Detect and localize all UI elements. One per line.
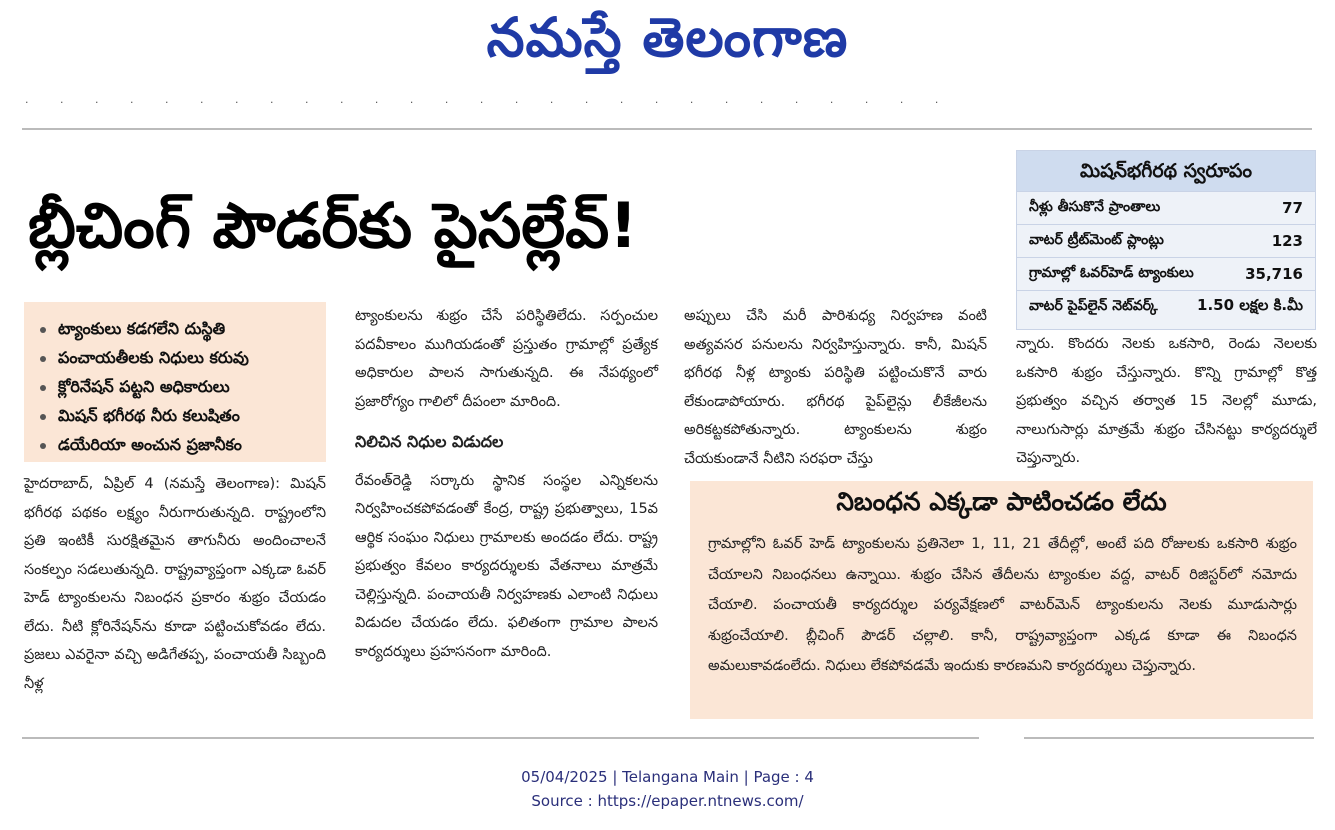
callout-title: నిబంధన ఎక్కడా పాటించడం లేదు — [836, 487, 1167, 516]
footer-divider — [1024, 737, 1314, 739]
article-column-1 — [24, 470, 326, 698]
article-paragraph: హైదరాబాద్, ఏప్రిల్ 4 (నమస్తే తెలంగాణ): మిషన్ భగీరథ పథకం లక్ష్యం నీరుగారుతున్నది. రాష్ట్రంలోని ప్రతి ఇంటికీ సురక్షితమైన తాగునీరు అందించాలనే సంకల్పం సడలుతున్నది. రాష్ట్రవ్యాప్తంగా ఎక్కడా ఓవర్ హెడ్ ట్యాంకులను నిబంధన ప్రకారం శుభ్రం చేయడం లేదు. నీటి క్లోరినేషన్‌ను కూడా పట్టించుకోవడం లేదు. ప్రజలు ఎవరైనా వచ్చి అడిగేతప్ప, పంచాయతీ సిబ్బంది నీళ్ల — [24, 476, 326, 692]
info-value: 123 — [1271, 232, 1303, 250]
footer-divider — [22, 737, 979, 739]
info-label: వాటర్ పైప్‌లైన్ నెట్‌వర్క్ — [1029, 297, 1158, 314]
highlight-item: మిషన్ భగీరథ నీరు కలుషితం — [24, 401, 326, 430]
info-box — [1016, 150, 1316, 330]
bullet-icon — [40, 385, 46, 391]
highlight-item: పంచాయతీలకు నిధులు కరువు — [24, 343, 326, 372]
article-column-3 — [684, 302, 987, 473]
article-column-4 — [1016, 330, 1317, 473]
subheading: నిలిచిన నిధుల విడుదల — [355, 432, 504, 451]
callout-body: గ్రామాల్లోని ఓవర్ హెడ్ ట్యాంకులను ప్రతినెలా 1, 11, 21 తేదీల్లో, అంటే పది రోజులకు ఒకసారి శుభ్రం చేయాలని నిబంధనలు ఉన్నాయి. శుభ్రం చేసిన తేదీలను ట్యాంకుల వద్ద, వాటర్ రిజిస్టర్‌లో నమోదు చేయాలి. పంచాయతీ కార్యదర్శుల పర్యవేక్షణలో వాటర్‌మెన్ ట్యాంకులను నెలకు మూడుసార్లు శుభ్రంచేయాలి. బ్లీచింగ్ పౌడర్ చల్లాలి. కానీ, రాష్ట్రవ్యాప్తంగా ఎక్కడ కూడా ఈ నిబంధన అమలుకావడంలేదు. నిధులు లేకపోవడమే ఇందుకు కారణమని కార్యదర్శులు చెప్తున్నారు. — [708, 536, 1297, 674]
header-divider — [22, 128, 1312, 130]
article-paragraph: ట్యాంకులను శుభ్రం చేసే పరిస్థితిలేదు. సర్పంచుల పదవీకాలం ముగియడంతో ప్రస్తుతం గ్రామాల్లో ప్రత్యేక అధికారుల పాలన సాగుతున్నది. ఈ నేపథ్యంలో ప్రజారోగ్యం గాలిలో దీపంలా మారింది. — [355, 308, 658, 410]
footer-source-line: Source : https://epaper.ntnews.com/ — [531, 792, 804, 810]
info-label: గ్రామాల్లో ఓవర్‌హెడ్ ట్యాంకులు — [1029, 264, 1194, 281]
info-row — [1017, 257, 1315, 290]
headline: బ్లీచింగ్ పౌడర్‌కు పైసల్లేవ్! — [28, 189, 638, 262]
newspaper-logo: నమస్తే తెలంగాణ — [486, 6, 849, 69]
callout-box — [690, 481, 1313, 719]
bullet-icon — [40, 443, 46, 449]
bullet-icon — [40, 356, 46, 362]
article-paragraph: రేవంత్‌రెడ్డి సర్కారు స్థానిక సంస్థల ఎన్నికలను నిర్వహించకపోవడంతో కేంద్ర, రాష్ట్ర ప్రభుత్వాలు, 15వ ఆర్థిక సంఘం నిధులు గ్రామాలకు అందడం లేదు. రాష్ట్ర ప్రభుత్వం కేవలం కార్యదర్శులకు వేతనాలు మాత్రమే చెల్లిస్తున్నది. పంచాయతీ నిర్వహణకు ఎలాంటి నిధులు విడుదల చేయడం లేదు. ఫలితంగా గ్రామాల పాలన కార్యదర్శులు ప్రహసనంగా మారింది. — [355, 472, 658, 660]
highlights-box — [24, 302, 326, 462]
highlight-item: ట్యాంకులు కడగలేని దుస్థితి — [24, 314, 326, 343]
info-label: నీళ్లు తీసుకొనే ప్రాంతాలు — [1029, 198, 1161, 215]
article-column-2 — [355, 302, 658, 666]
article-paragraph: అప్పులు చేసి మరీ పారిశుధ్య నిర్వహణ వంటి అత్యవసర పనులను నిర్వహిస్తున్నారు. కానీ, మిషన్ భగీరథ నీళ్ల ట్యాంకు పరిస్థితి పట్టించుకొనే వారు లేకుండాపోయారు. భగీరథ పైప్‌లైన్లు లీకేజీలను అరికట్టకపోతున్నారు. ట్యాంకులను శుభ్రం చేయకుండానే నీటిని సరఫరా చేస్తు — [684, 308, 987, 467]
highlight-item: క్లోరినేషన్ పట్టని అధికారులు — [24, 372, 326, 401]
info-value: 35,716 — [1245, 265, 1303, 283]
info-row — [1017, 191, 1315, 224]
bullet-icon — [40, 327, 46, 333]
masthead — [0, 0, 1335, 80]
ticker-strip: · · · · · · · · · · · · · · · · · · · · · · · · · · · — [25, 96, 953, 109]
footer-date-line: 05/04/2025 | Telangana Main | Page : 4 — [521, 768, 814, 786]
info-box-title: మిషన్‌భగీరథ స్వరూపం — [1017, 151, 1315, 191]
info-row — [1017, 290, 1315, 323]
info-value: 77 — [1282, 199, 1303, 217]
info-label: వాటర్ ట్రీట్‌మెంట్ ప్లాంట్లు — [1029, 231, 1164, 248]
highlight-item: డయేరియా అంచున ప్రజానీకం — [24, 430, 326, 459]
info-row — [1017, 224, 1315, 257]
bullet-icon — [40, 414, 46, 420]
article-paragraph: న్నారు. కొందరు నెలకు ఒకసారి, రెండు నెలలకు ఒకసారి శుభ్రం చేస్తున్నారు. కొన్ని గ్రామాల్లో కొత్త ప్రభుత్వం వచ్చిన తర్వాత 15 నెలల్లో మూడు, నాలుగుసార్లు మాత్రమే శుభ్రం చేసినట్టు కార్యదర్శులే చెప్తున్నారు. — [1016, 336, 1317, 466]
info-value: 1.50 లక్షల కి.మీ — [1197, 296, 1303, 314]
